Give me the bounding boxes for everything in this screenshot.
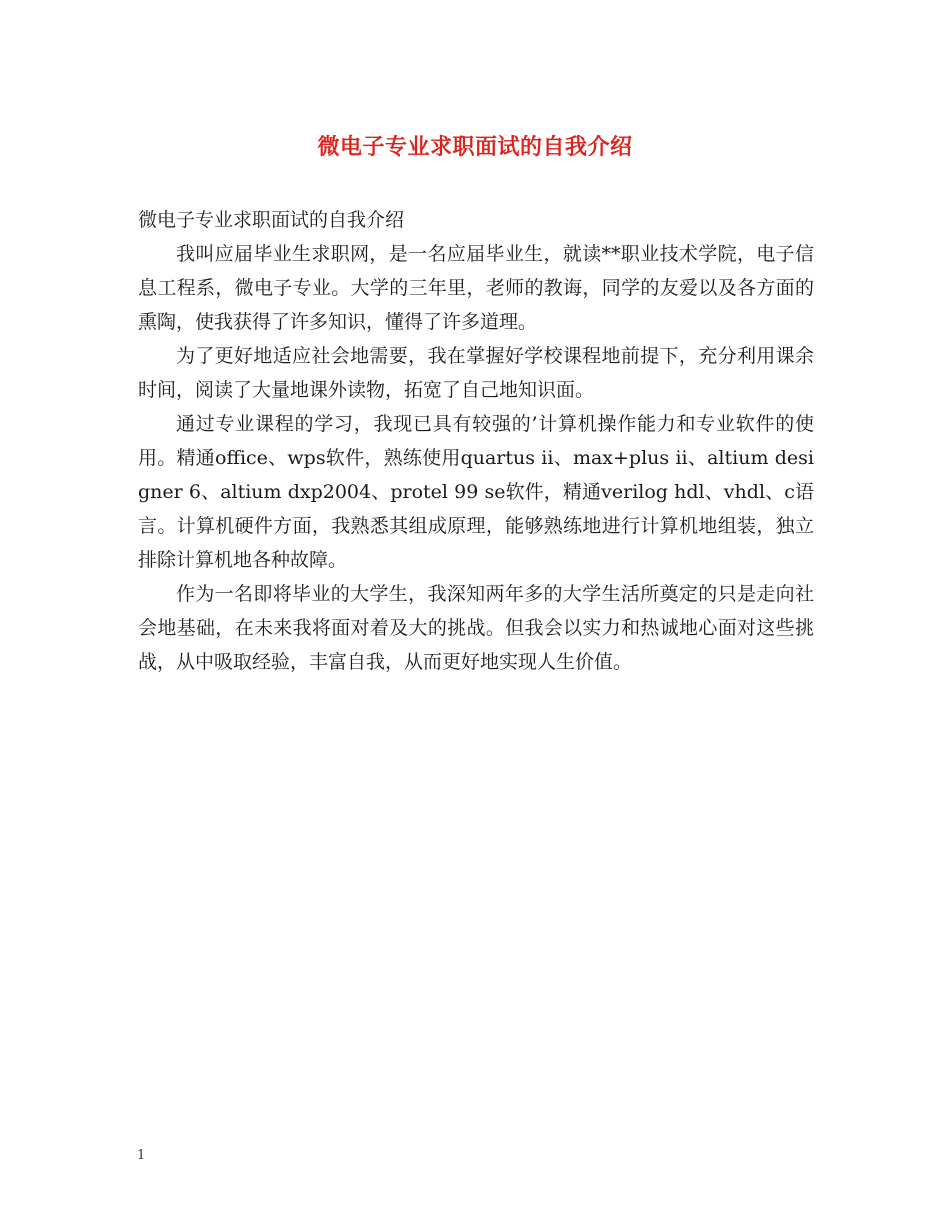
paragraph-closing: 作为一名即将毕业的大学生，我深知两年多的大学生活所奠定的只是走向社会地基础，在未来我将面对着及大的挑战。但我会以实力和热诚地心面对这些挑战，从中吸取经验，丰富自我，从而更好地实现人生价值。 (138, 583, 814, 673)
paragraph-skills: 通过专业课程的学习，我现已具有较强的’计算机操作能力和专业软件的使用。精通office、wps软件，熟练使用quartus ii、max+plus ii、altium designer 6、altium dxp2004、protel 99 se软件，精通verilog hdl、vhdl、c语言。计算机硬件方面，我熟悉其组成原理，能够熟练地进行计算机地组装，独立排除计算机地各种故障。 (138, 413, 814, 571)
document-subtitle: 微电子专业求职面试的自我介绍 (138, 209, 405, 231)
document-title: 微电子专业求职面试的自我介绍 (317, 134, 633, 160)
page-number: 1 (137, 1148, 146, 1163)
paragraph-self-study: 为了更好地适应社会地需要，我在掌握好学校课程地前提下，充分利用课余时间，阅读了大量地课外读物，拓宽了自己地知识面。 (138, 345, 814, 401)
document-body (138, 203, 814, 679)
paragraph-intro: 我叫应届毕业生求职网，是一名应届毕业生，就读**职业技术学院，电子信息工程系，微电子专业。大学的三年里，老师的教诲，同学的友爱以及各方面的熏陶，使我获得了许多知识，懂得了许多道理。 (138, 243, 814, 333)
